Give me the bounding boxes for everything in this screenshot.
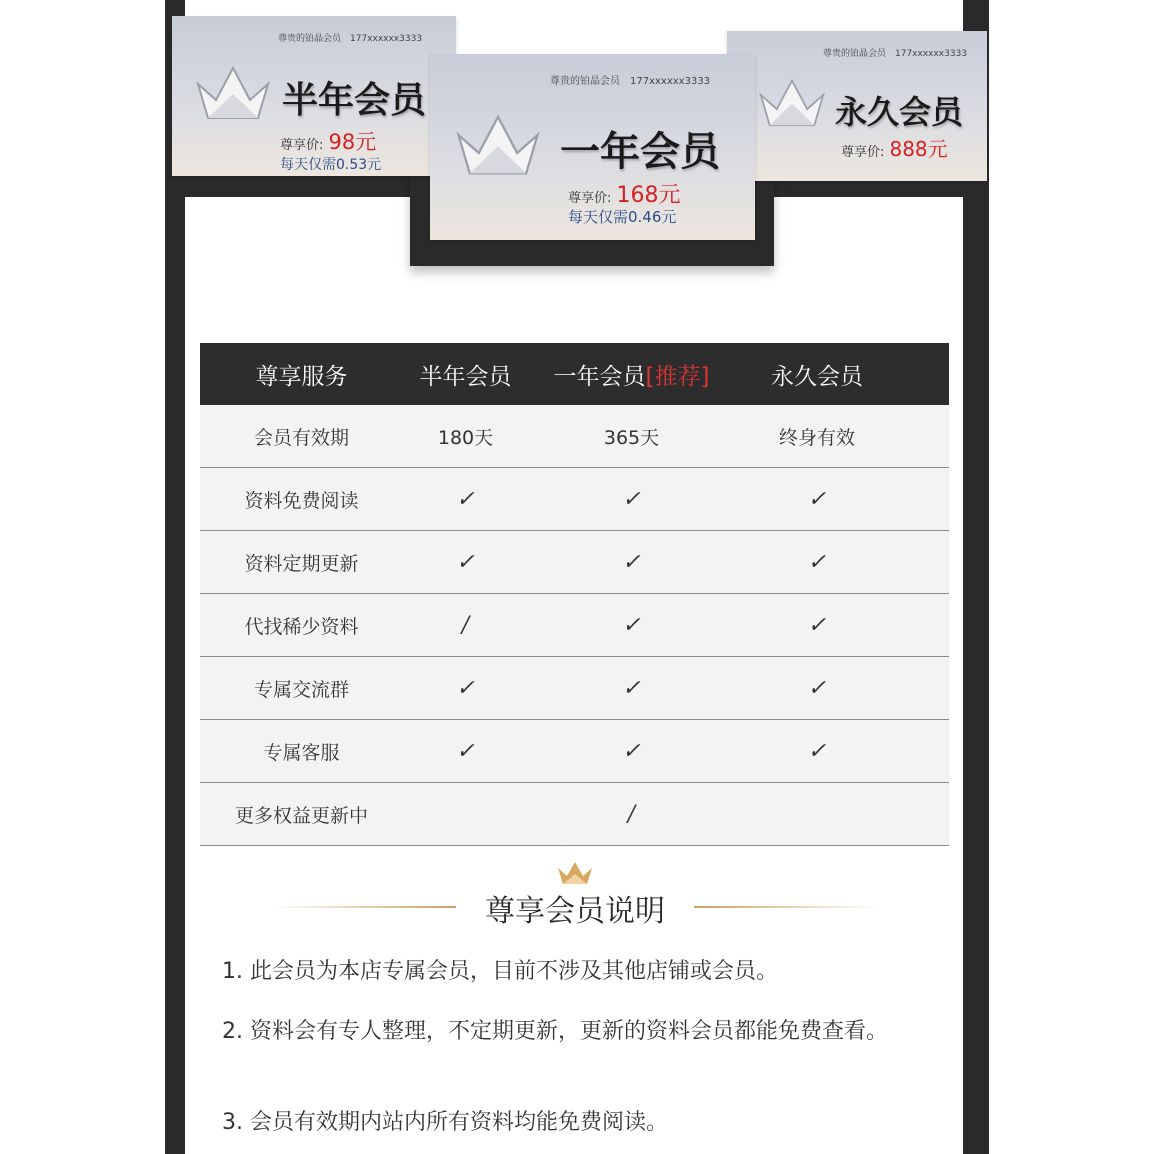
card-title: 半年会员 <box>282 80 427 121</box>
row-label: 专属交流群 <box>253 678 349 701</box>
cell-forever: ✓ <box>807 486 827 512</box>
cell-one-year: ✓ <box>622 549 641 575</box>
divider-right <box>694 906 880 908</box>
cell-forever: 终身有效 <box>778 426 855 449</box>
cell-one-year: ✓ <box>622 675 641 701</box>
card-one-year[interactable] <box>430 54 755 240</box>
header-one-year: 一年会员[推荐] <box>553 363 710 390</box>
cell-half-year: ✓ <box>456 738 475 764</box>
cell-half-year: ✓ <box>456 549 475 575</box>
crown-icon <box>194 64 272 120</box>
price-value: 98元 <box>328 130 377 154</box>
table-row <box>200 720 949 783</box>
divider-left <box>270 906 456 908</box>
card-price: 尊享价: 888元 <box>841 137 948 161</box>
row-label: 专属客服 <box>263 741 340 764</box>
row-label: 代找稀少资料 <box>244 615 359 638</box>
card-daily-price: 每天仅需0.53元 <box>280 157 382 173</box>
table-header <box>200 343 949 405</box>
card-owner-tag: 尊贵的铂晶会员 177xxxxxx3333 <box>550 76 711 87</box>
cell-half-year: ✓ <box>456 675 475 701</box>
cell-half-year: 180天 <box>437 426 494 449</box>
card-owner-tag: 尊贵的铂晶会员 177xxxxxx3333 <box>278 34 423 44</box>
table-row <box>200 405 949 468</box>
recommend-tag: [推荐] <box>645 363 710 390</box>
price-value: 888元 <box>889 137 948 161</box>
card-owner-tag: 尊贵的铂晶会员 177xxxxxx3333 <box>823 49 968 59</box>
crown-icon <box>454 112 542 176</box>
description-item: 2. 资料会有专人整理，不定期更新，更新的资料会员都能免费查看。 <box>222 1019 888 1044</box>
header-half-year: 半年会员 <box>419 363 512 390</box>
row-label: 资料定期更新 <box>244 552 359 575</box>
cell-one-year: ✓ <box>622 486 641 512</box>
description-item: 1. 此会员为本店专属会员，目前不涉及其他店铺或会员。 <box>222 959 778 984</box>
cell-half-year: ✓ <box>456 486 475 512</box>
card-title: 一年会员 <box>560 129 720 175</box>
description-item: 3. 会员有效期内站内所有资料均能免费阅读。 <box>222 1110 668 1135</box>
gold-crown-icon <box>556 860 594 886</box>
cell-one-year: / <box>627 801 636 827</box>
cell-one-year: ✓ <box>622 612 641 638</box>
header-service: 尊享服务 <box>255 363 348 390</box>
table-row <box>200 783 949 846</box>
row-label: 资料免费阅读 <box>244 489 359 512</box>
card-forever[interactable] <box>727 31 987 181</box>
cell-forever: ✓ <box>807 738 827 764</box>
crown-icon <box>757 77 827 127</box>
row-label: 会员有效期 <box>253 426 349 449</box>
card-half-year[interactable] <box>172 16 456 176</box>
card-daily-price: 每天仅需0.46元 <box>568 208 677 226</box>
card-title: 永久会员 <box>835 93 964 131</box>
row-label: 更多权益更新中 <box>234 804 368 827</box>
table-row <box>200 657 949 720</box>
cell-one-year: ✓ <box>622 738 641 764</box>
header-forever: 永久会员 <box>771 363 863 390</box>
card-price: 尊享价: 168元 <box>568 183 681 208</box>
table-row <box>200 594 949 657</box>
table-row <box>200 531 949 594</box>
section-title: 尊享会员说明 <box>485 894 665 929</box>
cell-half-year: / <box>461 612 470 638</box>
membership-comparison-table <box>200 343 949 846</box>
cell-one-year: 365天 <box>603 426 660 449</box>
cell-forever: ✓ <box>807 549 827 575</box>
cell-forever: ✓ <box>807 675 827 701</box>
cell-forever: ✓ <box>807 612 827 638</box>
price-value: 168元 <box>616 183 681 208</box>
table-row <box>200 468 949 531</box>
card-price: 尊享价: 98元 <box>280 130 377 154</box>
